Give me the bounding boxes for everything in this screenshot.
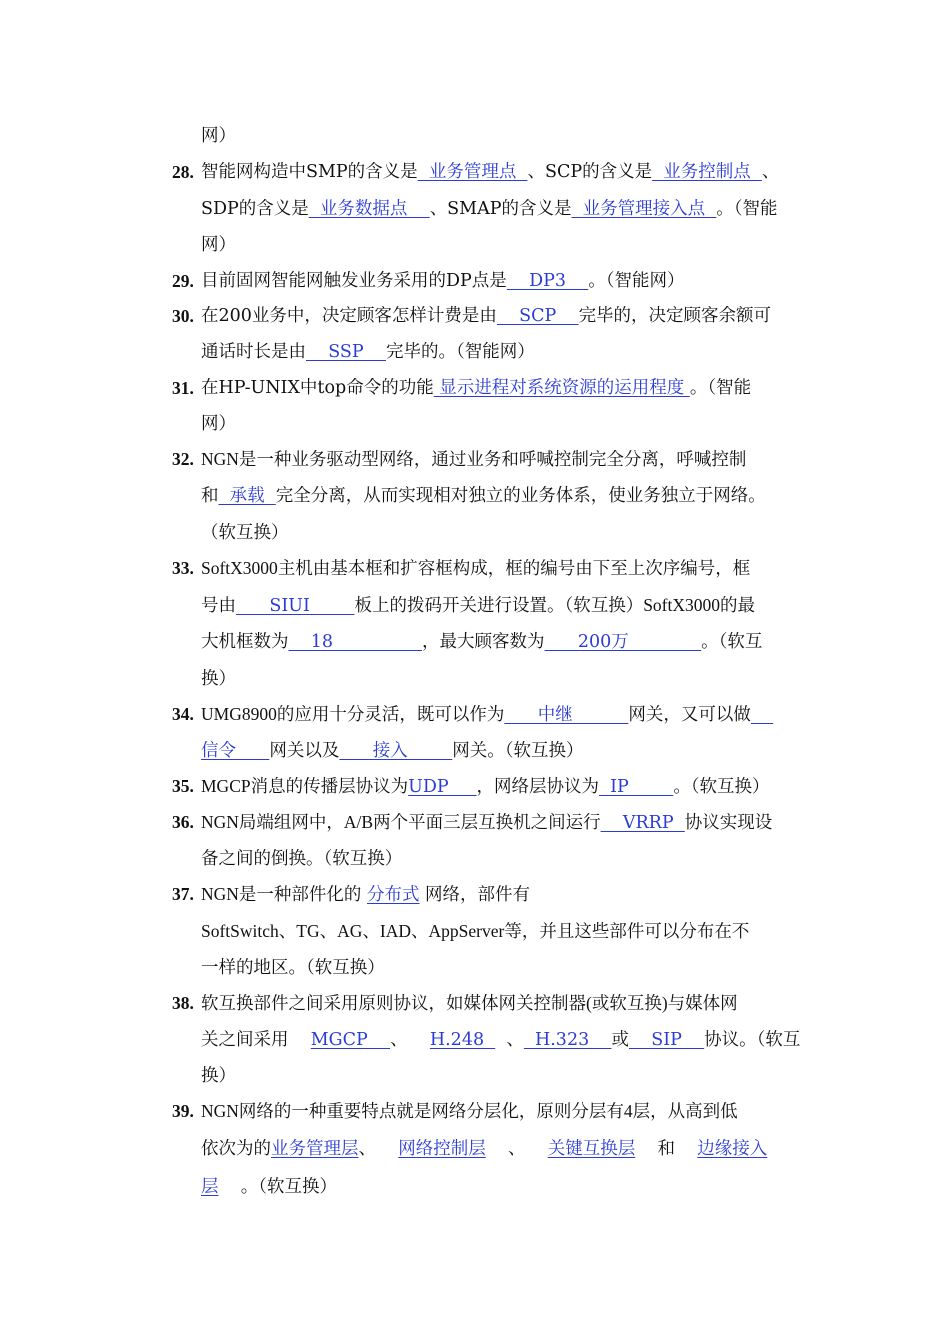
- item-number: 31.: [172, 378, 194, 398]
- text-line: [201, 1137, 767, 1161]
- latin-text: SoftSwitch: [201, 921, 279, 941]
- question-text: 依次为的: [201, 1139, 271, 1159]
- text-line: （软互换）: [201, 523, 289, 543]
- question-text: 、SCP的含义是: [527, 162, 653, 182]
- text-line: [201, 1099, 738, 1124]
- answer-blank: 接入: [339, 741, 453, 761]
- text-line: [201, 630, 762, 654]
- answer-blank: IP: [598, 777, 674, 797]
- latin-text: NGN: [201, 449, 239, 469]
- latin-text: NGN: [201, 812, 239, 832]
- latin-text: MGCP: [201, 776, 251, 796]
- question-text: 与媒体网: [667, 994, 738, 1014]
- question-text: 关之间采用: [201, 1030, 311, 1050]
- text-line: 网）: [201, 126, 236, 146]
- question-text: 、: [761, 162, 780, 182]
- answer-blank: 18: [288, 632, 423, 652]
- item-number: 35.: [172, 776, 194, 796]
- question-text: 的应用十分灵活，既可以作为: [276, 705, 505, 725]
- answer-blank: SCP: [496, 306, 579, 326]
- text-line: 一样的地区。（软互换）: [201, 958, 385, 978]
- text-line: [201, 1175, 337, 1199]
- latin-text: AG: [337, 921, 363, 941]
- question-text: 、: [278, 922, 297, 942]
- question-text: 、: [495, 1030, 524, 1050]
- question-text: 号由: [201, 596, 236, 616]
- question-text: 、: [319, 922, 338, 942]
- question-text: 网络，部件有: [419, 885, 531, 905]
- question-text: 协议。（软互: [704, 1030, 801, 1050]
- question-text: SDP的含义是: [201, 199, 309, 219]
- answer-blank: 边缘接入: [697, 1139, 768, 1159]
- question-text: 完毕的，决定顾客余额可: [578, 306, 772, 326]
- latin-text: TG: [296, 921, 320, 941]
- question-text: 层，从高到低: [632, 1102, 738, 1122]
- question-text: 软互换部件之间采用原则协议，如媒体网关控制器: [201, 994, 586, 1014]
- question-text: 、SMAP的含义是: [429, 199, 572, 219]
- text-line: [201, 593, 755, 618]
- latin-text: AppServer: [428, 921, 505, 941]
- question-text: 。（软互换）: [673, 777, 770, 797]
- item-number: 29.: [172, 271, 194, 291]
- answer-blank: 业务数据点: [308, 199, 430, 219]
- text-line: [201, 160, 779, 184]
- text-line: [201, 919, 749, 944]
- question-text: 和: [201, 486, 219, 506]
- answer-blank: 业务管理点: [417, 162, 528, 182]
- text-line: [201, 810, 772, 835]
- text-line: [201, 1028, 800, 1052]
- answer-blank: 业务管理层: [271, 1139, 359, 1159]
- text-line: [201, 774, 770, 799]
- answer-blank: 中继: [504, 705, 629, 725]
- question-text: ，网络层协议为: [476, 777, 599, 797]
- text-line: [201, 556, 750, 581]
- item-number: 32.: [172, 449, 194, 469]
- question-text: 或: [611, 1030, 629, 1050]
- answer-blank: 信令: [201, 741, 270, 761]
- question-text: 板上的拨码开关进行设置。（软互换）: [354, 596, 644, 616]
- item-number: 34.: [172, 704, 194, 724]
- question-text: 智能网构造中SMP的含义是: [201, 162, 418, 182]
- question-text: 、: [358, 1139, 399, 1159]
- answer-blank: 关键互换层: [547, 1139, 636, 1159]
- text-line: 网）: [201, 414, 236, 434]
- question-text: 等，并且这些部件可以分布在不: [504, 922, 750, 942]
- text-line: [201, 882, 530, 907]
- latin-text: A/B: [343, 812, 374, 832]
- question-text: 。（软互: [701, 632, 763, 652]
- text-line: 网）: [201, 235, 236, 255]
- text-line: 换）: [201, 1066, 236, 1086]
- text-line: [201, 340, 535, 364]
- question-text: 完全分离，从而实现相对独立的业务体系，使业务独立于网络。: [275, 486, 766, 506]
- text-line: [201, 269, 685, 293]
- question-text: 或软互换: [591, 994, 662, 1014]
- answer-blank: SSP: [306, 342, 386, 362]
- latin-text: NGN: [201, 1101, 239, 1121]
- question-text: 和: [635, 1139, 698, 1159]
- answer-blank: H.248: [429, 1030, 496, 1050]
- answer-blank: 200万: [544, 632, 702, 652]
- item-number: 30.: [172, 306, 194, 326]
- answer-blank: UDP: [408, 777, 477, 797]
- question-text: 。（智能网）: [588, 271, 685, 291]
- answer-blank: 业务控制点: [652, 162, 762, 182]
- question-text: 是一种业务驱动型网络，通过业务和呼喊控制完全分离，呼喊控制: [238, 450, 747, 470]
- latin-text: (: [586, 993, 592, 1013]
- question-text: 、: [411, 922, 429, 942]
- text-line: [201, 702, 773, 727]
- question-text: 通话时长是由: [201, 342, 306, 362]
- item-number: 38.: [172, 993, 194, 1013]
- latin-text: SoftX3000: [201, 558, 278, 578]
- latin-text: IAD: [379, 921, 412, 941]
- latin-text: 4: [623, 1101, 633, 1121]
- question-text: 在200业务中，决定顾客怎样计费是由: [201, 306, 497, 326]
- text-line: [201, 197, 778, 221]
- text-line: [201, 484, 766, 508]
- question-text: 的最: [720, 596, 756, 616]
- question-text: 网络的一种重要特点就是网络分层化，原则分层有: [238, 1102, 624, 1122]
- answer-blank: [751, 705, 773, 725]
- answer-blank: 网络控制层: [398, 1139, 486, 1159]
- question-text: 网关以及: [269, 741, 340, 761]
- text-line: [201, 991, 738, 1016]
- text-line: 备之间的倒换。（软互换）: [201, 849, 403, 869]
- text-line: [201, 447, 746, 472]
- question-text: 、: [485, 1139, 548, 1159]
- answer-blank: SIP: [628, 1030, 705, 1050]
- question-text: 、: [390, 1030, 430, 1050]
- answer-blank: 层: [201, 1177, 219, 1197]
- latin-text: NGN: [201, 884, 239, 904]
- question-text: 网关，又可以做: [628, 705, 751, 725]
- answer-blank: 业务管理接入点: [571, 199, 717, 219]
- text-line: [201, 739, 584, 763]
- question-text: 两个平面三层互换机之间运行: [373, 813, 601, 833]
- text-line: 换）: [201, 669, 236, 689]
- answer-blank: 分布式: [366, 885, 420, 905]
- answer-blank: DP3: [506, 271, 589, 291]
- question-text: 网关。（软互换）: [452, 741, 584, 761]
- latin-text: SoftX3000: [643, 595, 721, 615]
- question-text: 在HP-UNIX中top命令的功能: [201, 378, 434, 398]
- item-number: 28.: [172, 162, 194, 182]
- question-text: 目前固网智能网触发业务采用的DP点是: [201, 271, 507, 291]
- question-text: 完毕的。（智能网）: [385, 342, 535, 362]
- item-number: 39.: [172, 1101, 194, 1121]
- answer-blank: H.323: [523, 1030, 612, 1050]
- answer-blank: VRRP: [600, 813, 685, 833]
- question-text: ，最大顾客数为: [422, 632, 545, 652]
- question-text: 。（智能: [689, 378, 752, 398]
- answer-blank: SIUI: [236, 596, 355, 616]
- question-text: 。（软互换）: [218, 1177, 338, 1197]
- latin-text: ): [661, 993, 668, 1013]
- question-text: 大机框数为: [201, 632, 289, 652]
- answer-blank: MGCP: [310, 1030, 391, 1050]
- latin-text: UMG8900: [201, 704, 277, 724]
- question-text: 是一种部件化的: [238, 885, 367, 905]
- text-line: [201, 376, 751, 400]
- question-text: 消息的传播层协议为: [250, 777, 409, 797]
- question-text: 局端组网中，: [238, 813, 344, 833]
- item-number: 36.: [172, 812, 194, 832]
- item-number: 37.: [172, 884, 194, 904]
- item-number: 33.: [172, 558, 194, 578]
- question-text: 。（智能: [716, 199, 778, 219]
- text-line: [201, 304, 771, 328]
- answer-blank: 承载: [218, 486, 276, 506]
- question-text: 协议实现设: [684, 813, 773, 833]
- answer-blank: 显示进程对系统资源的运用程度: [433, 378, 690, 398]
- question-text: 主机由基本框和扩容框构成，框的编号由下至上次序编号，框: [277, 559, 751, 579]
- question-text: 、: [362, 922, 380, 942]
